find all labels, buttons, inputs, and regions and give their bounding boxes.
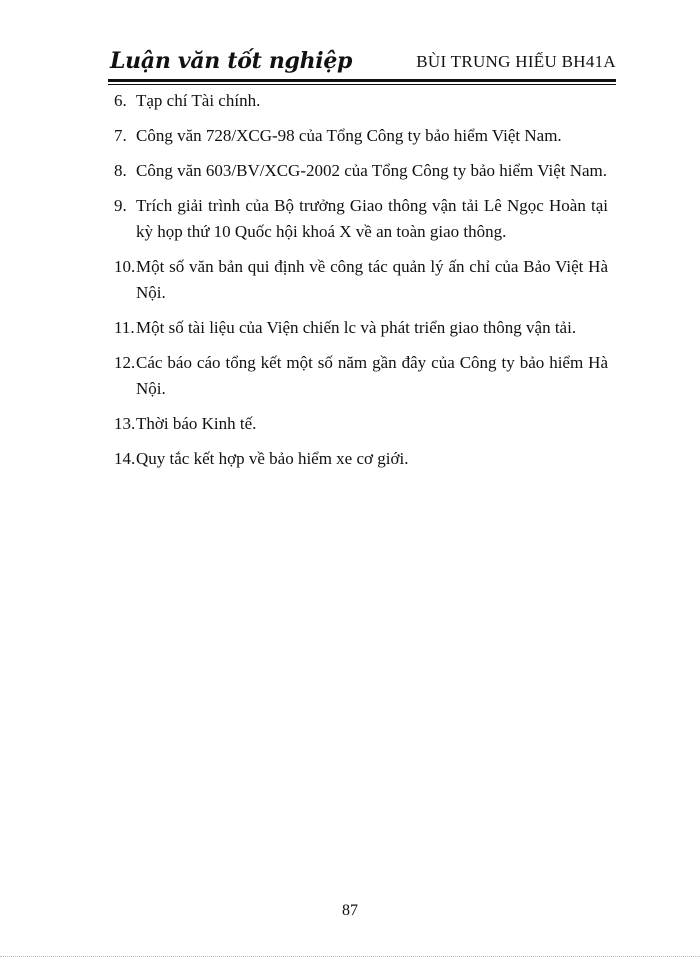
reference-number: 6. [114,91,127,110]
page-bottom-border [0,956,700,957]
reference-text: Tạp chí Tài chính. [136,91,261,110]
reference-item [114,88,608,114]
reference-number: 12. [114,353,136,372]
reference-item [114,158,608,184]
reference-number: 14. [114,449,136,468]
reference-number: 13. [114,414,136,433]
reference-number: 7. [114,126,127,145]
thesis-title: Luận văn tốt nghiệp [110,48,353,74]
reference-text: Một số tài liệu của Viện chiến lc và phát triển giao thông vận tải. [136,318,577,337]
reference-item [114,123,608,149]
reference-item [114,350,608,402]
reference-text: Công văn 728/XCG-98 của Tổng Công ty bảo hiểm Việt Nam. [136,126,562,145]
reference-text: Quy tắc kết hợp về bảo hiểm xe cơ giới. [136,449,409,468]
reference-item [114,193,608,245]
reference-text: Trích giải trình của Bộ trưởng Giao thông vận tải Lê Ngọc Hoàn tại kỳ họp thứ 10 Quốc hội khoá X về an toàn giao thông. [136,196,608,241]
author-label: BÙI TRUNG HIẾU BH41A [416,52,616,71]
header-rule-thin [108,84,616,85]
page-header [108,44,616,82]
reference-item [114,315,608,341]
reference-text: Các báo cáo tổng kết một số năm gần đây của Công ty bảo hiểm Hà Nội. [136,353,608,398]
reference-item [114,254,608,306]
reference-number: 10. [114,257,136,276]
reference-number: 9. [114,196,127,215]
header-rule-thick [108,79,616,82]
reference-number: 8. [114,161,127,180]
reference-number: 11. [114,318,135,337]
page-number: 87 [342,902,358,919]
reference-text: Thời báo Kinh tế. [136,414,257,433]
reference-text: Công văn 603/BV/XCG-2002 của Tổng Công ty bảo hiểm Việt Nam. [136,161,608,180]
reference-text: Một số văn bản qui định về công tác quản lý ấn chỉ của Bảo Việt Hà Nội. [136,257,608,302]
reference-item [114,446,608,472]
reference-list [114,88,608,481]
reference-item [114,411,608,437]
